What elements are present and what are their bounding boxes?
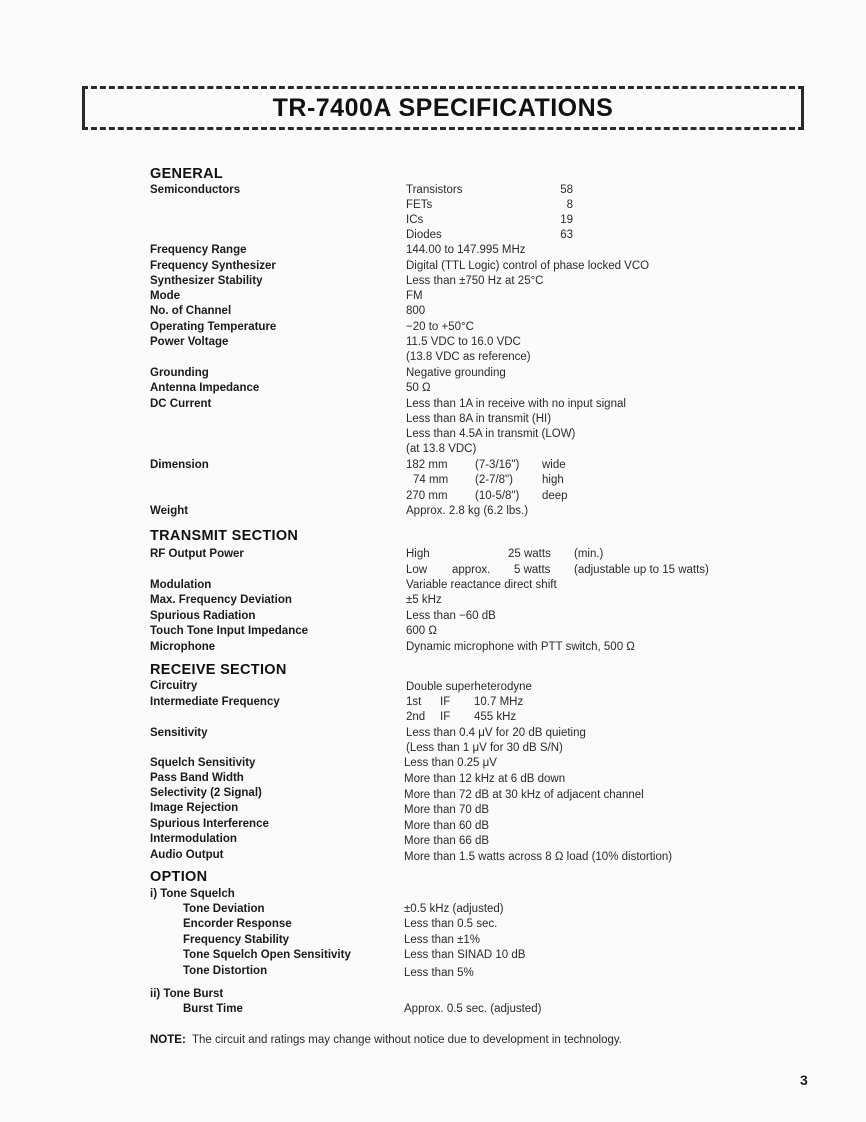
rf-note: (min.) (574, 548, 604, 560)
spec-value: Digital (TTL Logic) control of phase locked VCO (406, 260, 650, 272)
spec-value: Less than ±750 Hz at 25°C (406, 275, 544, 287)
spec-value: 800 (406, 305, 426, 317)
spec-value: More than 1.5 watts across 8 Ω load (10% distortion) (404, 851, 673, 863)
spec-value: 11.5 VDC to 16.0 VDC (406, 336, 521, 348)
spec-label: Selectivity (2 Signal) (150, 787, 262, 799)
page-title: TR-7400A SPECIFICATIONS (272, 93, 614, 122)
if-freq: 455 kHz (474, 711, 517, 723)
spec-label: Touch Tone Input Impedance (150, 625, 309, 637)
spec-value: Negative grounding (406, 367, 506, 379)
spec-value: Less than 5% (404, 967, 474, 979)
spec-label: Encorder Response (183, 918, 292, 930)
spec-label-rf-output: RF Output Power (150, 548, 244, 560)
semiconductor-count: 19 (560, 214, 573, 226)
title-banner (82, 86, 804, 130)
rf-note: (adjustable up to 15 watts) (574, 564, 709, 576)
spec-label: Modulation (150, 579, 212, 591)
spec-value: More than 12 kHz at 6 dB down (404, 773, 566, 785)
section-heading-receive: RECEIVE SECTION (150, 662, 287, 678)
spec-value: Less than 1A in receive with no input signal (406, 398, 626, 410)
spec-label: Max. Frequency Deviation (150, 594, 292, 606)
spec-label-sensitivity: Sensitivity (150, 727, 208, 739)
dimension-dir: wide (542, 459, 566, 471)
footnote (150, 1034, 622, 1046)
if-name: IF (440, 696, 451, 708)
rf-level: Low (406, 564, 428, 576)
spec-label: Frequency Synthesizer (150, 260, 276, 272)
spec-label: Frequency Stability (183, 934, 290, 946)
spec-label: Tone Squelch Open Sensitivity (183, 949, 351, 961)
note-text: The circuit and ratings may change without notice due to development in technology. (191, 1034, 622, 1046)
rf-watts: 5 watts (514, 564, 551, 576)
spec-value: Less than 0.5 sec. (404, 918, 498, 930)
spec-label: Synthesizer Stability (150, 275, 263, 287)
spec-label: Tone Distortion (183, 965, 268, 977)
spec-value: Variable reactance direct shift (406, 579, 557, 591)
dimension-inch: (7-3/16") (475, 459, 520, 471)
spec-value: Less than −60 dB (406, 610, 496, 622)
rf-level: High (406, 548, 430, 560)
note-label: NOTE: (150, 1034, 186, 1046)
page-number: 3 (800, 1072, 808, 1088)
spec-label: Mode (150, 290, 181, 302)
spec-label: Squelch Sensitivity (150, 757, 256, 769)
spec-value: 50 Ω (406, 382, 431, 394)
spec-label: Grounding (150, 367, 209, 379)
spec-label: Intermodulation (150, 833, 237, 845)
spec-label-dimension: Dimension (150, 459, 209, 471)
semiconductor-count: 63 (560, 229, 573, 241)
spec-value: More than 66 dB (404, 835, 490, 847)
semiconductor-count: 58 (560, 184, 573, 196)
spec-label-weight: Weight (150, 505, 189, 517)
dimension-dir: high (542, 474, 564, 486)
spec-value: Less than 0.25 μV (404, 757, 497, 769)
spec-label-semiconductors: Semiconductors (150, 184, 241, 196)
spec-label: No. of Channel (150, 305, 232, 317)
spec-label: Pass Band Width (150, 772, 244, 784)
spec-value: 144.00 to 147.995 MHz (406, 244, 526, 256)
spec-label: Spurious Interference (150, 818, 269, 830)
spec-value: (at 13.8 VDC) (406, 443, 477, 455)
spec-value: More than 60 dB (404, 820, 490, 832)
spec-label: Spurious Radiation (150, 610, 256, 622)
spec-value: ±5 kHz (406, 594, 442, 606)
spec-value: More than 72 dB at 30 kHz of adjacent channel (404, 789, 644, 801)
if-freq: 10.7 MHz (474, 696, 524, 708)
if-name: IF (440, 711, 451, 723)
section-heading-option: OPTION (150, 869, 208, 885)
semiconductor-name: ICs (406, 214, 424, 226)
spec-value: Approx. 2.8 kg (6.2 lbs.) (406, 505, 529, 517)
dimension-dir: deep (542, 490, 568, 502)
semiconductor-name: FETs (406, 199, 433, 211)
section-heading-general: GENERAL (150, 166, 223, 182)
spec-value: 600 Ω (406, 625, 437, 637)
spec-label: Frequency Range (150, 244, 247, 256)
semiconductor-name: Transistors (406, 184, 463, 196)
if-stage: 1st (406, 696, 422, 708)
spec-value: (Less than 1 μV for 30 dB S/N) (406, 742, 563, 754)
dimension-mm: 182 mm (406, 459, 448, 471)
spec-label-if: Intermediate Frequency (150, 696, 280, 708)
spec-value: Dynamic microphone with PTT switch, 500 Ω (406, 641, 635, 653)
spec-label: Power Voltage (150, 336, 229, 348)
spec-value: Less than 8A in transmit (HI) (406, 413, 552, 425)
spec-label: DC Current (150, 398, 212, 410)
spec-label: Image Rejection (150, 802, 239, 814)
semiconductor-count: 8 (566, 199, 573, 211)
spec-value: Approx. 0.5 sec. (adjusted) (404, 1003, 542, 1015)
semiconductor-name: Diodes (406, 229, 442, 241)
spec-label: Tone Deviation (183, 903, 265, 915)
spec-value: Less than ±1% (404, 934, 480, 946)
dimension-mm: 270 mm (406, 490, 448, 502)
spec-value: Double superheterodyne (406, 681, 532, 693)
spec-value: Less than 4.5A in transmit (LOW) (406, 428, 576, 440)
spec-value: Less than SINAD 10 dB (404, 949, 526, 961)
dimension-mm: 74 mm (413, 474, 449, 486)
rf-approx: approx. (452, 564, 491, 576)
spec-label: Burst Time (183, 1003, 243, 1015)
spec-value: Less than 0.4 μV for 20 dB quieting (406, 727, 586, 739)
spec-value: ±0.5 kHz (adjusted) (404, 903, 504, 915)
spec-label-circuitry: Circuitry (150, 680, 198, 692)
spec-label: Antenna Impedance (150, 382, 260, 394)
spec-label: Audio Output (150, 849, 224, 861)
spec-value: More than 70 dB (404, 804, 490, 816)
section-heading-transmit: TRANSMIT SECTION (150, 528, 299, 544)
if-stage: 2nd (406, 711, 426, 723)
rf-watts: 25 watts (508, 548, 551, 560)
spec-label: Operating Temperature (150, 321, 277, 333)
dimension-inch: (2-7/8") (475, 474, 513, 486)
spec-value: (13.8 VDC as reference) (406, 351, 531, 363)
option-label-tone-burst: ii) Tone Burst (150, 988, 224, 1000)
option-label-tone-squelch: i) Tone Squelch (150, 888, 235, 900)
spec-value: −20 to +50°C (406, 321, 474, 333)
spec-label: Microphone (150, 641, 216, 653)
spec-value: FM (406, 290, 423, 302)
dimension-inch: (10-5/8") (475, 490, 520, 502)
